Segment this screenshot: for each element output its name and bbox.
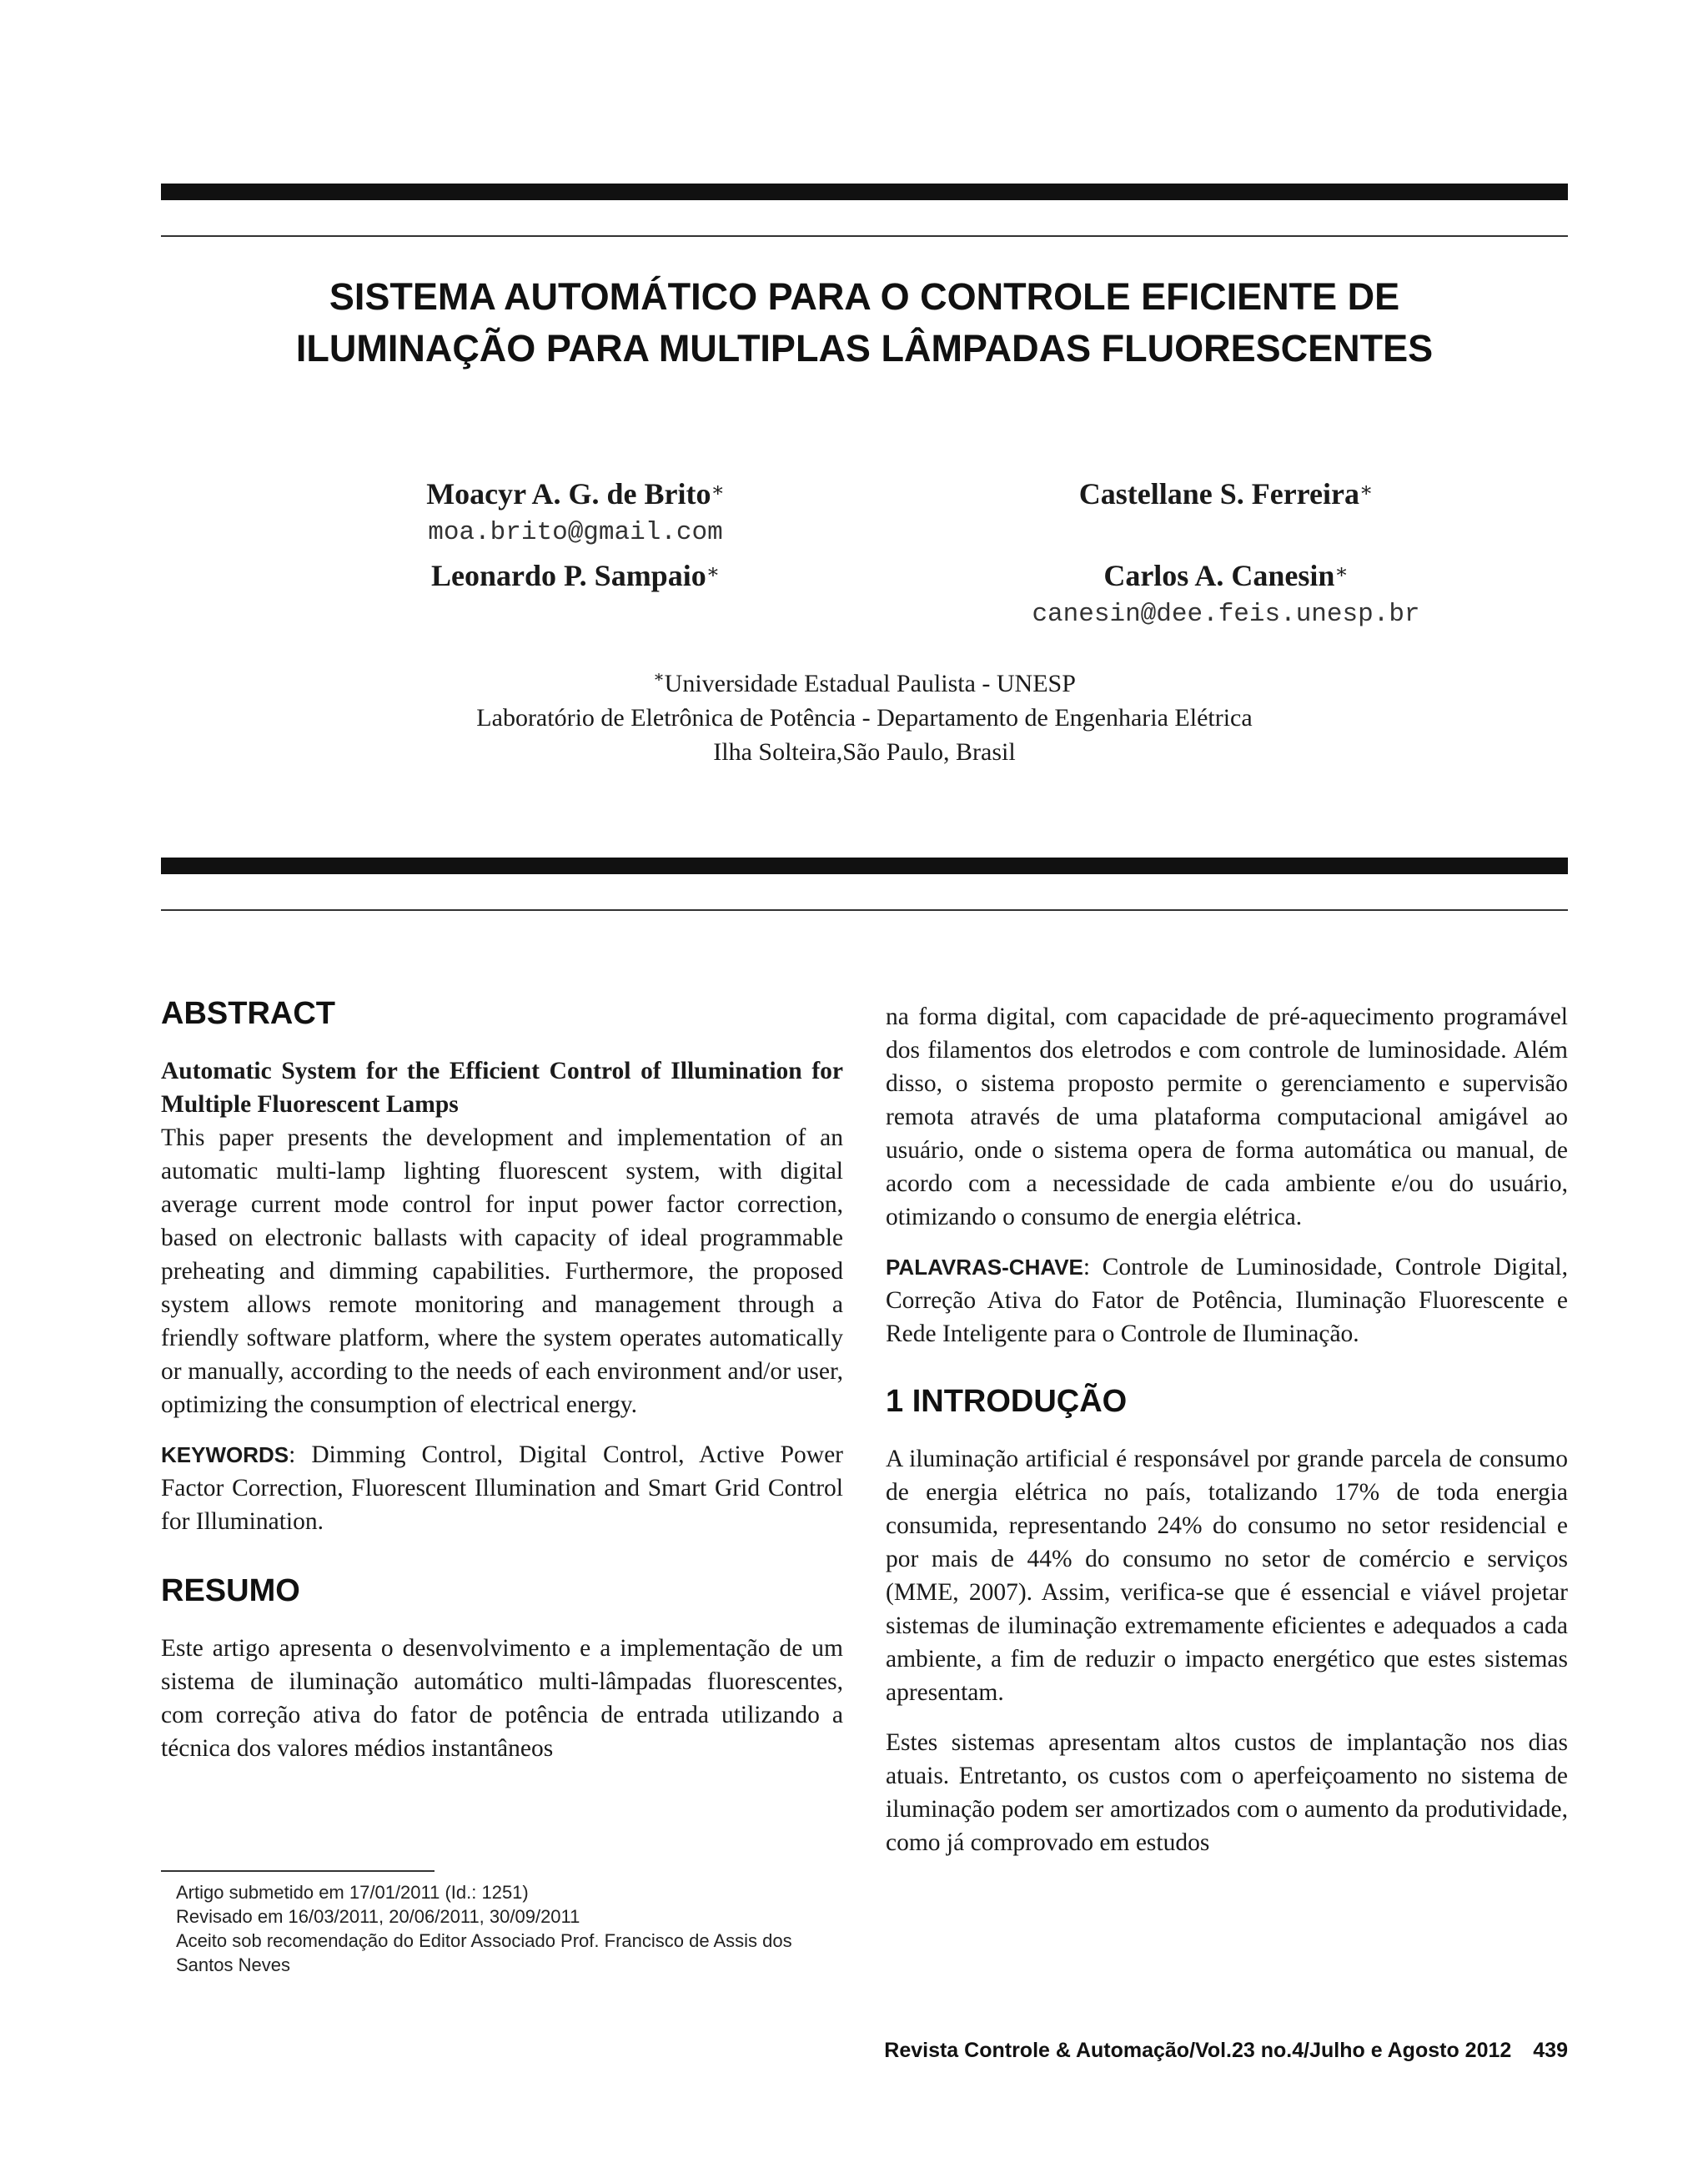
resumo-heading: RESUMO (161, 1573, 300, 1608)
footnote-line-1: Artigo submetido em 17/01/2011 (Id.: 1251) (176, 1882, 529, 1903)
affiliation-line-2: Laboratório de Eletrônica de Potência - Departamento de Engenharia Elétrica (476, 704, 1253, 732)
author-name: Leonardo P. Sampaio (430, 559, 706, 592)
separator-thin-rule (161, 909, 1568, 911)
author-name: Moacyr A. G. de Brito (426, 477, 711, 511)
footnote-rule (161, 1870, 435, 1872)
separator-thick-rule (161, 858, 1568, 874)
resumo-body-right: na forma digital, com capacidade de pré-aquecimento programável dos filamentos dos eletrodos e com controle de luminosidade. Além disso, o sistema proposto permite o gerenciamento e supervisão remota através de uma plataforma computacional amigável ao usuário, onde o sistema opera de forma automática ou manual, de acordo com a necessidade de cada ambiente e/ou do usuário, otimizando o consumo de energia elétrica. (886, 1004, 1568, 1230)
author-sampaio (317, 557, 834, 594)
author-name: Carlos A. Canesin (1103, 559, 1335, 592)
intro-paragraph-2: Estes sistemas apresentam altos custos de implantação nos dias atuais. Entretanto, os custos com o aperfeiçoamento no sistema de iluminação podem ser amortizados com o aumento da produtividade, como já comprovado em estudos (886, 1729, 1568, 1856)
keywords-text: : Dimming Control, Digital Control, Active Power Factor Correction, Fluorescent Illumination and Smart Grid Control for Illumination. (161, 1441, 843, 1535)
author-brito (317, 475, 834, 512)
page-footer (884, 2039, 1568, 2063)
author-canesin (967, 557, 1484, 594)
header-thick-rule (161, 184, 1568, 200)
right-column (886, 1000, 1568, 1859)
author-ferreira (967, 475, 1484, 512)
affiliation-mark: ∗ (653, 668, 665, 687)
author-email-brito[interactable]: moa.brito@gmail.com (428, 518, 723, 547)
affiliation-mark: ∗ (1334, 561, 1349, 583)
palavras-chave-label: PALAVRAS-CHAVE (886, 1255, 1083, 1280)
footnote (161, 1880, 843, 1977)
affiliation-mark: ∗ (706, 561, 721, 583)
author-email-canesin[interactable]: canesin@dee.feis.unesp.br (1032, 600, 1420, 629)
journal-reference: Revista Controle & Automação/Vol.23 no.4/Julho e Agosto 2012 (884, 2039, 1512, 2062)
intro-paragraph-1: A iluminação artificial é responsável por grande parcela de consumo de energia elétrica no país, totalizando 17% de toda energia consumida, representando 24% do consumo no setor residencial e por mais de 44% do consumo no setor de comércio e serviços (MME, 2007). Assim, verifica-se que é essencial e viável projetar sistemas de iluminação extremamente eficientes e adequados a cada ambiente, a fim de reduzir o impacto energético que estes sistemas apresentam. (886, 1446, 1568, 1706)
page-number: 439 (1533, 2039, 1568, 2062)
abstract-subtitle: Automatic System for the Efficient Control of Illumination for Multiple Fluorescent Lamps (161, 1058, 843, 1118)
paper-title (161, 271, 1568, 375)
keywords-paragraph (161, 1438, 843, 1538)
title-line-2: ILUMINAÇÃO PARA MULTIPLAS LÂMPADAS FLUORESCENTES (295, 327, 1434, 370)
header-thin-rule (161, 235, 1568, 237)
palavras-chave-paragraph (886, 1250, 1568, 1351)
affiliation-line-3: Ilha Solteira,São Paulo, Brasil (713, 738, 1016, 766)
title-line-1: SISTEMA AUTOMÁTICO PARA O CONTROLE EFICIENTE DE (329, 275, 1400, 318)
footnote-line-2: Revisado em 16/03/2011, 20/06/2011, 30/09/2011 (176, 1906, 580, 1927)
palavras-chave-text: : Controle de Luminosidade, Controle Digital, Correção Ativa do Fator de Potência, Iluminação Fluorescente e Rede Inteligente para o Controle de Iluminação. (886, 1254, 1568, 1347)
abstract-heading: ABSTRACT (161, 996, 335, 1031)
keywords-label: KEYWORDS (161, 1442, 289, 1467)
left-column (161, 993, 843, 1765)
footnote-line-3: Aceito sob recomendação do Editor Associado Prof. Francisco de Assis dos Santos Neves (176, 1930, 792, 1975)
abstract-body: This paper presents the development and implementation of an automatic multi-lamp lighting fluorescent system, with digital average current mode control for input power factor correction, based on electronic ballasts with capacity of ideal programmable preheating and dimming capabilities. Furthermore, the proposed system allows remote monitoring and management through a friendly software platform, where the system operates automatically or manually, according to the needs of each environment and/or user, optimizing the consumption of electrical energy. (161, 1124, 843, 1418)
author-name: Castellane S. Ferreira (1078, 477, 1359, 511)
affiliation-line-1: ∗Universidade Estadual Paulista - UNESP (653, 668, 1076, 697)
affiliation-block (161, 661, 1568, 769)
affiliation-mark: ∗ (711, 480, 725, 501)
intro-heading: 1 INTRODUÇÃO (886, 1384, 1128, 1419)
affiliation-mark: ∗ (1359, 480, 1374, 501)
resumo-body-left: Este artigo apresenta o desenvolvimento e a implementação de um sistema de iluminação automático multi-lâmpadas fluorescentes, com correção ativa do fator de potência de entrada utilizando a técnica dos valores médios instantâneos (161, 1635, 843, 1762)
